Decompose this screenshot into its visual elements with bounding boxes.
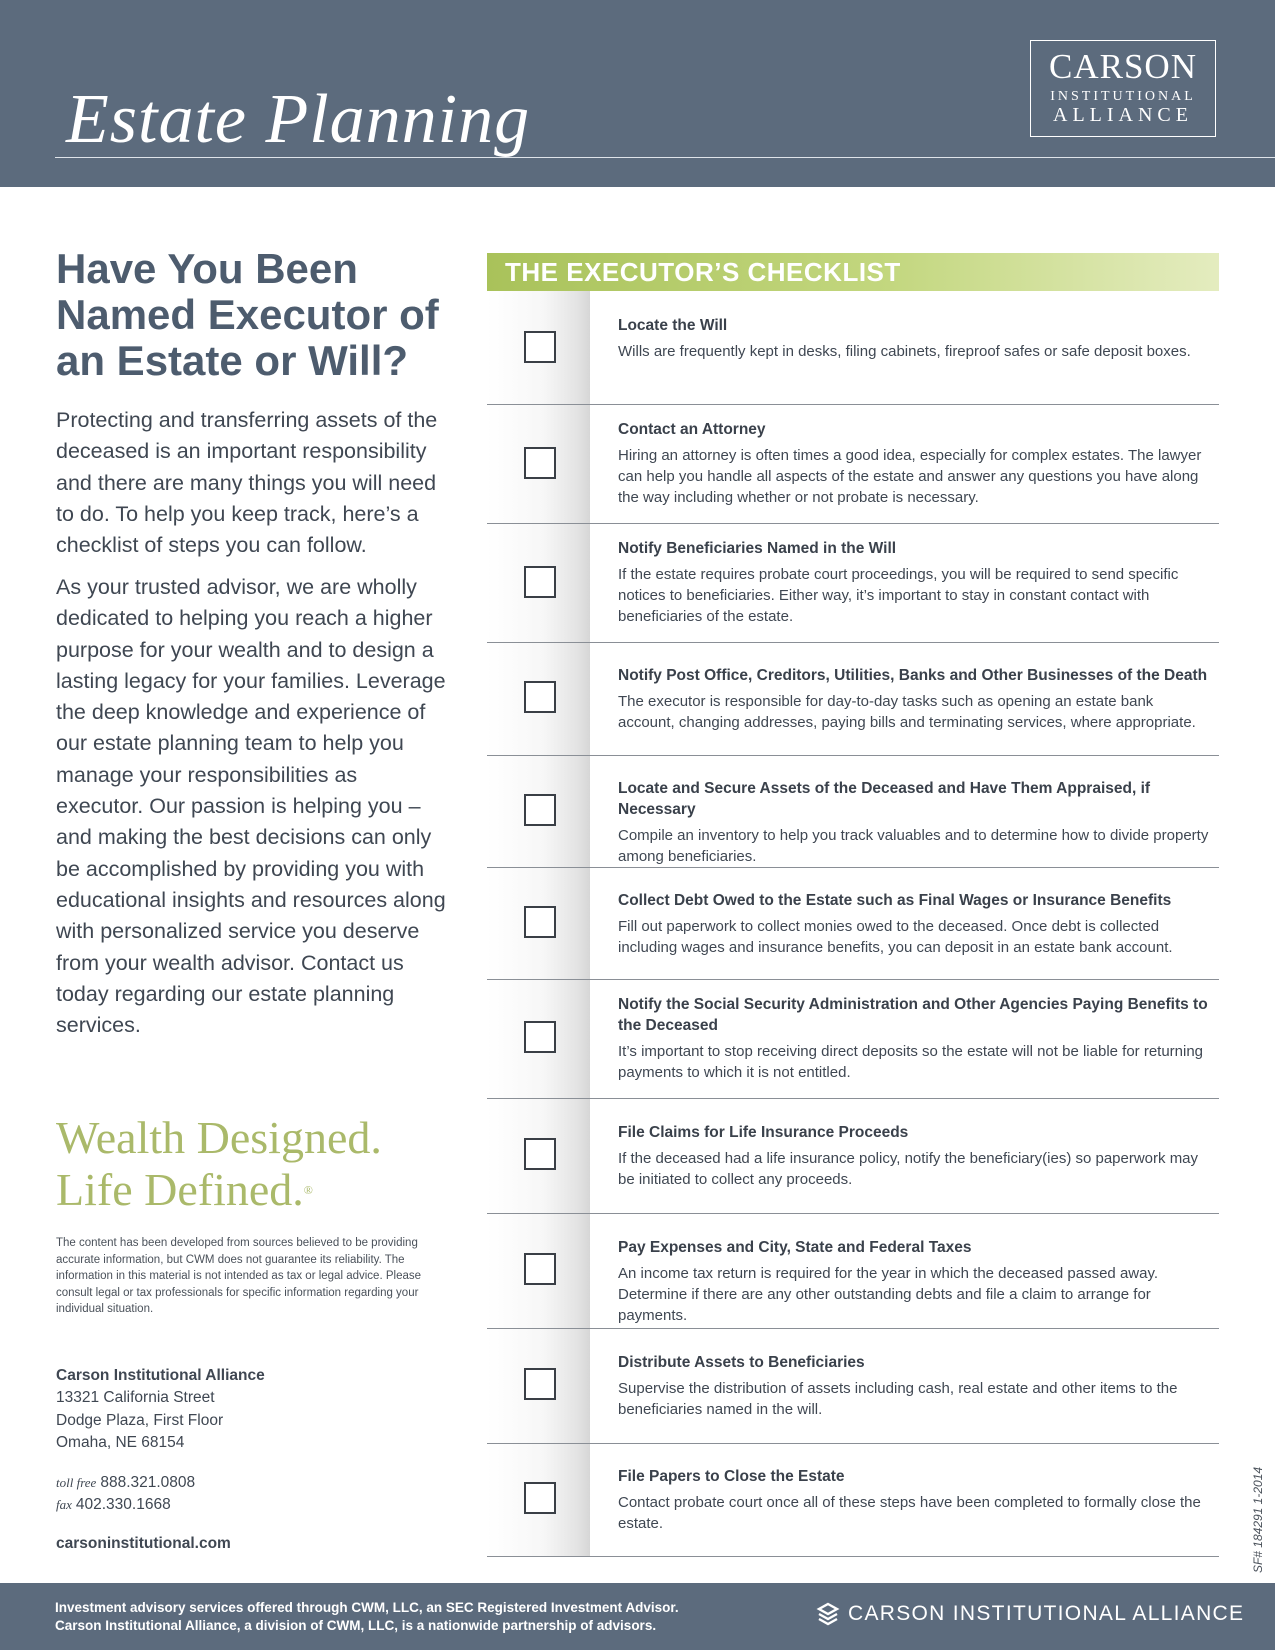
item-text (618, 1352, 1213, 1421)
contact-name: Carson Institutional Alliance (56, 1367, 265, 1384)
checklist-item (487, 980, 1219, 1099)
item-description: Contact probate court once all of these steps have been completed to formally close the estate. (618, 1494, 1201, 1532)
checklist-item (487, 405, 1219, 524)
item-title: Notify Post Office, Creditors, Utilities, Banks and Other Businesses of the Death (618, 667, 1208, 684)
carson-mark-icon (816, 1602, 840, 1626)
item-title: Notify Beneficiaries Named in the Will (618, 540, 897, 557)
tagline (56, 1112, 456, 1216)
logo-sub-text-2: ALLIANCE (1053, 104, 1193, 126)
intro-paragraph-2: As your trusted advisor, we are wholly dedicated to helping you reach a higher purpose for your wealth and to design a lasting legacy for your families. Leverage the deep knowledge and experience of our estate planning team to help you manage your responsibilities as executor. Our passion is helping you – and making the best decisions can only be accomplished by providing you with educational insights and resources along with personalized service you deserve from your wealth advisor. Contact us today regarding our estate planning services. (56, 575, 446, 1038)
item-text (618, 1122, 1213, 1191)
fax-number: 402.330.1668 (75, 1496, 171, 1513)
checkbox[interactable] (524, 681, 556, 713)
checklist-item (487, 643, 1219, 756)
toll-free-label: toll free (56, 1474, 97, 1490)
phone-numbers (56, 1472, 436, 1517)
footer-brand-text: CARSON INSTITUTIONAL ALLIANCE (848, 1602, 1245, 1625)
disclaimer: The content has been developed from sources believed to be providing accurate information, but CWM does not guarantee its reliability. The information in this material is not intended as tax or legal advice. Please consult legal or tax professionals for specific information regarding your individual situation. (56, 1237, 422, 1316)
footer-disclosure (55, 1599, 679, 1635)
checklist-item (487, 291, 1219, 405)
checklist-title: THE EXECUTOR’S CHECKLIST (487, 253, 1219, 291)
item-description: Compile an inventory to help you track valuables and to determine how to divide property among beneficiaries. (618, 827, 1209, 865)
toll-free-line (56, 1472, 436, 1495)
contact-block (56, 1365, 436, 1553)
address-line-3: Omaha, NE 68154 (56, 1434, 185, 1451)
checklist-item (487, 1214, 1219, 1329)
checkbox[interactable] (524, 1482, 556, 1514)
address-line-2: Dodge Plaza, First Floor (56, 1411, 224, 1429)
item-description: If the deceased had a life insurance policy, notify the beneficiary(ies) so paperwork may be initiated to collect any proceeds. (618, 1150, 1199, 1188)
logo-sub-text: INSTITUTIONAL (1050, 89, 1196, 104)
item-description: Supervise the distribution of assets including cash, real estate and other items to the beneficiaries named in the will. (618, 1380, 1178, 1418)
registered-mark: ® (303, 1183, 313, 1197)
checkbox[interactable] (524, 794, 556, 826)
tagline-line-2 (56, 1164, 456, 1216)
item-description: Hiring an attorney is often times a good idea, especially for complex estates. The lawyer can help you handle all aspects of the estate and answer any questions you have along the way including whether or not probate is necessary. (618, 447, 1202, 506)
checkbox[interactable] (524, 331, 556, 363)
checkbox[interactable] (524, 1021, 556, 1053)
carson-logo (1030, 40, 1216, 137)
item-text (618, 994, 1213, 1084)
intro-paragraph-1: Protecting and transferring assets of the deceased is an important responsibility and there are many things you will need to do. To help you keep track, here’s a checklist of steps you can follow. (56, 408, 438, 558)
item-text (618, 890, 1213, 959)
item-text (618, 778, 1213, 868)
checklist (487, 291, 1219, 1557)
item-text (618, 315, 1213, 363)
item-text (618, 1237, 1213, 1326)
item-text (618, 665, 1213, 734)
item-description: An income tax return is required for the year in which the deceased passed away. Determine if there are any other outstanding debts and file a claim to arrange for payments. (618, 1265, 1159, 1324)
checklist-item (487, 1099, 1219, 1214)
footer-line-2: Carson Institutional Alliance, a division of CWM, LLC, is a nationwide partnership of advisors. (55, 1618, 657, 1633)
item-title: Collect Debt Owed to the Estate such as Final Wages or Insurance Benefits (618, 892, 1172, 909)
checklist-item (487, 1329, 1219, 1444)
item-title: Contact an Attorney (618, 421, 766, 438)
checklist-item (487, 868, 1219, 980)
item-title: Pay Expenses and City, State and Federal Taxes (618, 1239, 972, 1256)
checkbox[interactable] (524, 566, 556, 598)
website-link[interactable]: carsoninstitutional.com (56, 1534, 231, 1552)
item-title: File Claims for Life Insurance Proceeds (618, 1124, 909, 1141)
header-divider (55, 157, 1275, 158)
item-text (618, 419, 1213, 508)
checkbox[interactable] (524, 1368, 556, 1400)
checkbox[interactable] (524, 447, 556, 479)
item-description: Wills are frequently kept in desks, filing cabinets, fireproof safes or safe deposit boxes. (618, 343, 1191, 360)
checklist-item (487, 756, 1219, 868)
footer-banner (0, 1583, 1275, 1650)
fax-line (56, 1494, 436, 1517)
item-title: Locate the Will (618, 317, 728, 334)
item-text (618, 538, 1213, 627)
item-text (618, 1466, 1213, 1535)
checklist-item (487, 1444, 1219, 1557)
item-title: File Papers to Close the Estate (618, 1468, 845, 1485)
checklist-item (487, 524, 1219, 643)
item-description: Fill out paperwork to collect monies owed to the deceased. Once debt is collected including wages and insurance benefits, you can deposit in an estate bank account. (618, 918, 1173, 956)
logo-main-text: CARSON (1049, 47, 1197, 86)
item-title: Distribute Assets to Beneficiaries (618, 1354, 865, 1371)
item-title: Notify the Social Security Administration and Other Agencies Paying Benefits to the Deceased (618, 996, 1208, 1034)
item-description: The executor is responsible for day-to-day tasks such as opening an estate bank account, changing addresses, paying bills and terminating services, where appropriate. (618, 693, 1196, 731)
header-banner (0, 0, 1275, 187)
item-title: Locate and Secure Assets of the Deceased and Have Them Appraised, if Necessary (618, 780, 1151, 818)
item-description: It’s important to stop receiving direct deposits so the estate will not be liable for returning payments to which it is not entitled. (618, 1043, 1204, 1081)
checkbox[interactable] (524, 1253, 556, 1285)
page-title: Estate Planning (66, 81, 531, 158)
tagline-line-1: Wealth Designed. (56, 1112, 382, 1163)
checkbox[interactable] (524, 1138, 556, 1170)
checkbox[interactable] (524, 906, 556, 938)
document-code: SF# 184291 1-2014 (1251, 1466, 1265, 1574)
fax-label: fax (56, 1497, 72, 1512)
tagline-line-2-text: Life Defined. (56, 1164, 304, 1215)
toll-free-number[interactable]: 888.321.0808 (100, 1473, 196, 1491)
address-line-1: 13321 California Street (56, 1389, 215, 1406)
footer-brand (816, 1602, 1244, 1626)
intro-heading: Have You Been Named Executor of an Estate or Will? (56, 245, 439, 384)
footer-line-1: Investment advisory services offered through CWM, LLC, an SEC Registered Investment Advisor. (55, 1600, 679, 1615)
item-description: If the estate requires probate court proceedings, you will be required to send specific notices to beneficiaries. Either way, it’s important to stay in constant contact with beneficiaries of the estate. (618, 566, 1179, 625)
